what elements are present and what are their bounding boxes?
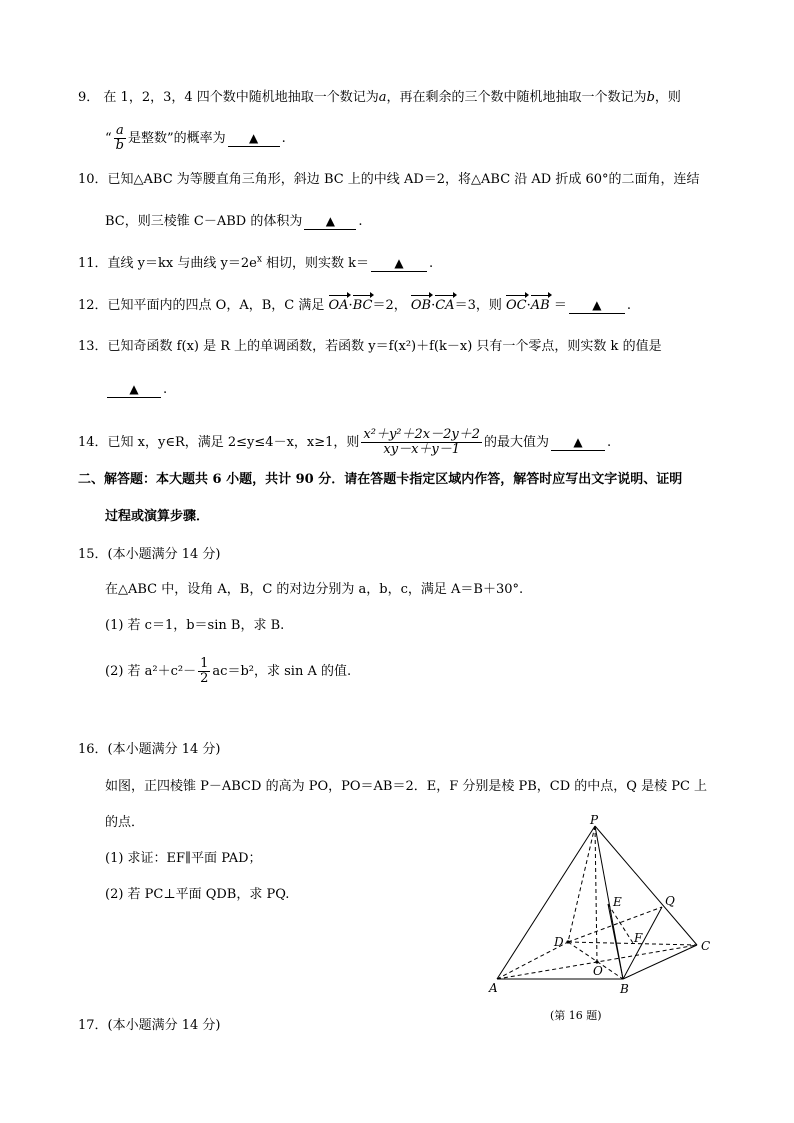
q14-line: 14．已知 x，y∈R，满足 2≤y≤4－x，x≥1，则 $\frac{\text{x²＋y²＋2x－2y＋2}}{xy-x+y-1}$ 的最大值为 ▲ . (78, 427, 612, 457)
q13-number: 13． (78, 339, 108, 354)
figure-caption: (第 16 题) (550, 1009, 602, 1022)
q15-part1: (1) 若 c＝1，b＝sin B，求 B. (105, 618, 285, 633)
answer-blank: ▲ (107, 381, 161, 398)
q15-head: 15．(本小题满分 14 分) (78, 547, 221, 562)
vector-oa: OA (329, 296, 349, 316)
vector-ab: AB (531, 296, 550, 316)
vector-ca: CA (435, 296, 454, 316)
segment-eb (608, 904, 623, 979)
q10-number: 10． (78, 172, 108, 187)
label-c: C (701, 939, 711, 953)
vector-ob: OB (411, 296, 431, 316)
q12-number: 12． (78, 298, 108, 313)
q14-number: 14． (78, 435, 108, 450)
answer-blank: ▲ (304, 213, 356, 230)
label-d: D (554, 935, 564, 949)
answer-blank: ▲ (551, 434, 605, 451)
q9-line2: “ $\frac{a}{b}$ 是整数”的概率为 ▲ . (105, 123, 286, 153)
label-o: O (593, 964, 603, 978)
answer-blank: ▲ (228, 130, 280, 147)
label-b: B (620, 982, 629, 996)
q9-fraction: $\frac{a}{b}$ (115, 123, 124, 153)
q12-line: 12．已知平面内的四点 O，A，B，C 满足 OA·BC＝2， OB·CA＝3，则 OC·AB ＝ ▲ . (78, 296, 631, 316)
point-d (566, 940, 569, 943)
edge-bc (623, 945, 697, 979)
answer-blank: ▲ (569, 297, 625, 314)
height-po-hidden (595, 826, 597, 962)
q11-line: 11．直线 y＝kx 与曲线 $y=2e^x$ 相切，则实数 k＝ ▲ . (78, 254, 434, 271)
label-e: E (613, 895, 622, 909)
q15-fraction: $\frac{1}{2}$ (200, 656, 209, 686)
vector-bc: BC (353, 296, 373, 316)
edge-pa (497, 826, 595, 979)
q15-part2: (2) 若 a²＋c²－ $\frac{1}{2}$ ac＝b²，求 sin A 的值. (105, 656, 352, 686)
answer-blank: ▲ (371, 255, 427, 272)
q16-part1: (1) 求证：EF∥平面 PAD； (105, 851, 262, 866)
label-f: F (634, 931, 643, 945)
section-2-heading: 二、解答题：本大题共 6 小题，共计 90 分．请在答题卡指定区域内作答，解答时应写出文字说明、证明 (78, 472, 683, 487)
q14-fraction: $\frac{\text{x²＋y²＋2x－2y＋2}}{xy-x+y-1}$ (363, 427, 480, 457)
q16-part2: (2) 若 PC⊥平面 QDB，求 PQ. (105, 887, 290, 902)
q16-stem: 如图，正四棱锥 P－ABCD 的高为 PO，PO＝AB＝2．E，F 分别是棱 PB，CD 的中点，Q 是棱 PC 上 (105, 779, 708, 794)
q13-line1: 13．已知奇函数 f(x) 是 R 上的单调函数，若函数 y＝f(x²)＋f(k－x) 只有一个零点，则实数 k 的值是 (78, 339, 662, 354)
q17-head: 17．(本小题满分 14 分) (78, 1018, 221, 1033)
q16-head: 16．(本小题满分 14 分) (78, 742, 221, 757)
edge-pc (595, 826, 697, 945)
label-p: P (590, 813, 599, 827)
q10-line2: BC，则三棱锥 C－ABD 的体积为 ▲ . (105, 214, 363, 229)
q15-stem: 在△ABC 中，设角 A，B，C 的对边分别为 a，b，c，满足 A＝B＋30°. (105, 582, 524, 597)
q9-number: 9． (78, 90, 100, 105)
q16-stem-cont: 的点． (105, 815, 145, 830)
label-a: A (489, 981, 498, 995)
edge-pd-hidden (568, 826, 595, 942)
vector-oc: OC (506, 296, 527, 316)
q9-line1: 9． 在 1，2，3，4 四个数中随机地抽取一个数记为a，再在剩余的三个数中随机地抽取一个数记为b，则 (78, 90, 681, 105)
q13-line2: ▲ . (105, 380, 167, 400)
q11-number: 11． (78, 256, 108, 271)
section-2-heading-cont: 过程或演算步骤． (105, 509, 210, 524)
segment-bq (623, 907, 662, 979)
pyramid-figure (480, 812, 720, 1032)
label-q: Q (665, 894, 675, 908)
q10-line1: 10．已知△ABC 为等腰直角三角形，斜边 BC 上的中线 AD＝2，将△ABC 沿 AD 折成 60°的二面角，连结 (78, 172, 700, 187)
